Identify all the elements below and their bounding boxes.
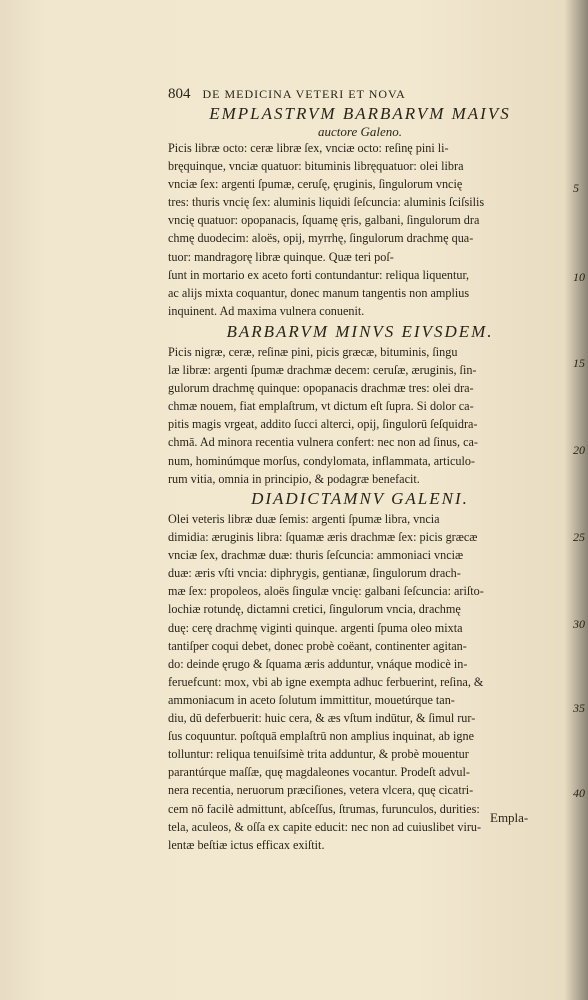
text-line: ſunt in mortario ex aceto forti contundantur: reliqua liquentur, [168, 267, 470, 282]
section-body [168, 510, 552, 854]
text-line: lentæ beſtiæ ictus efficax exiſtit. [168, 837, 325, 852]
text-line: vnciæ ſex, drachmæ duæ: thuris ſeſcuncia: ammoniaci vnciæ [168, 548, 464, 563]
text-line: ſus coquuntur. poſtquā emplaſtrū non amplius inquinat, ab igne [168, 729, 474, 744]
text-line: mæ ſex: propoleos, aloës ſingulæ vncię: galbani ſeſcuncia: ariſto- [168, 584, 484, 599]
text-line: tolluntur: reliqua tenuiſsimè trita adduntur, & probè mouentur [168, 747, 469, 762]
text-line: num, hominúmque morſus, condylomata, inflammata, articulo- [168, 453, 475, 468]
text-line: diu, dū deferbuerit: huic cera, & æs vſtum indūtur, & ſimul rur- [168, 711, 476, 726]
text-line: Picis libræ octo: ceræ libræ ſex, vnciæ octo: reſinę pini li- [168, 141, 449, 155]
running-head [168, 86, 568, 103]
section-heading: EMPLASTRVM BARBARVM MAIVS [209, 104, 511, 123]
text-line: ammoniacum in aceto ſolutum immittitur, mouetúrque tan- [168, 692, 455, 707]
text-line: pitis magis vrgeat, addito ſucci alterci, opij, ſingulorū ſeſquidra- [168, 417, 478, 432]
text-line: nera recentia, neruorum præciſiones, vetera vlcera, quę cicatri- [168, 783, 474, 798]
text-line: vnciæ ſex: argenti ſpumæ, ceruſę, ęruginis, ſingulorum vncię [168, 177, 463, 192]
text-line: tres: thuris vncię ſex: aluminis liquidi ſeſcuncia: aluminis ſciſsilis [168, 195, 485, 210]
text-line: ac alijs mixta coquantur, donec manum tangentis non amplius [168, 285, 470, 300]
text-line: Picis nigræ, ceræ, reſinæ pini, picis græcæ, bituminis, ſingu [168, 345, 458, 359]
line-number: 40 [573, 786, 585, 800]
text-line: chmę duodecim: aloës, opij, myrrhę, ſingulorum drachmę qua- [168, 231, 474, 246]
section-heading: BARBARVM MINVS EIVSDEM. [226, 322, 494, 341]
page-number: 804 [168, 86, 191, 102]
text-line: tantiſper coqui debet, donec probè coëant, continenter agitan- [168, 638, 467, 653]
line-number: 20 [573, 443, 585, 457]
text-line: do: deinde ęrugo & ſquama æris adduntur, vnáque modicè in- [168, 656, 468, 671]
section-body [168, 343, 552, 488]
running-title: DE MEDICINA VETERI ET NOVA [202, 87, 406, 101]
text-line: tela, aculeos, & oſſa ex capite educit: nec non ad cuiuslibet viru- [168, 819, 482, 834]
text-line: chmā. Ad minora recentia vulnera confert: nec non ad ſinus, ca- [168, 435, 478, 450]
line-number: 5 [573, 181, 579, 195]
catchword: Empla- [490, 810, 529, 825]
line-number: 25 [573, 530, 585, 544]
line-number: 10 [573, 270, 585, 284]
text-line: dimidia: æruginis libra: ſquamæ æris drachmæ ſex: picis græcæ [168, 530, 478, 545]
text-line: duæ: æris vſti vncia: diphrygis, gentianæ, ſingulorum drach- [168, 566, 461, 581]
text-line: vncię quatuor: opopanacis, ſquamę ęris, galbani, ſingulorum dra [168, 213, 480, 228]
text-line: læ libræ: argenti ſpumæ drachmæ decem: ceruſæ, æruginis, ſin- [168, 363, 477, 378]
section-subheading: auctore Galeno. [318, 124, 402, 139]
text-line: cem nō facilè admittunt, abſceſſus, ſtrumas, furunculos, durities: [168, 801, 480, 816]
line-number: 15 [573, 356, 585, 370]
line-number: 30 [573, 617, 585, 631]
text-line: Olei veteris libræ duæ ſemis: argenti ſpumæ libra, vncia [168, 512, 440, 526]
text-line: tuor: mandragorę libræ quinque. Quæ teri poſ- [168, 249, 394, 264]
line-number: 35 [573, 701, 585, 715]
section-heading: DIADICTAMNV GALENI. [251, 489, 469, 508]
text-line: feruefcunt: mox, vbi ab igne exempta adhuc ferbuerint, reſina, & [168, 674, 484, 689]
text-line: inquinent. Ad maxima vulnera conuenit. [168, 303, 365, 318]
text-line: rum vitia, omnia in principio, & podagræ benefacit. [168, 471, 420, 486]
text-line: duę: cerę drachmę viginti quinque. argenti ſpuma oleo mixta [168, 620, 463, 635]
text-line: lochiæ rotundę, dictamni cretici, ſingulorum vncia, drachmę [168, 602, 461, 617]
text-line: bręquinque, vnciæ quatuor: bituminis libręquatuor: olei libra [168, 159, 464, 174]
text-line: parantúrque maſſæ, quę magdaleones vocantur. Prodeſt advul- [168, 765, 470, 780]
text-line: chmæ nouem, fiat emplaſtrum, vt dictum eſt ſupra. Si dolor ca- [168, 399, 474, 414]
text-line: gulorum drachmę quinque: opopanacis drachmæ tres: olei dra- [168, 381, 474, 396]
section-body [168, 139, 552, 320]
